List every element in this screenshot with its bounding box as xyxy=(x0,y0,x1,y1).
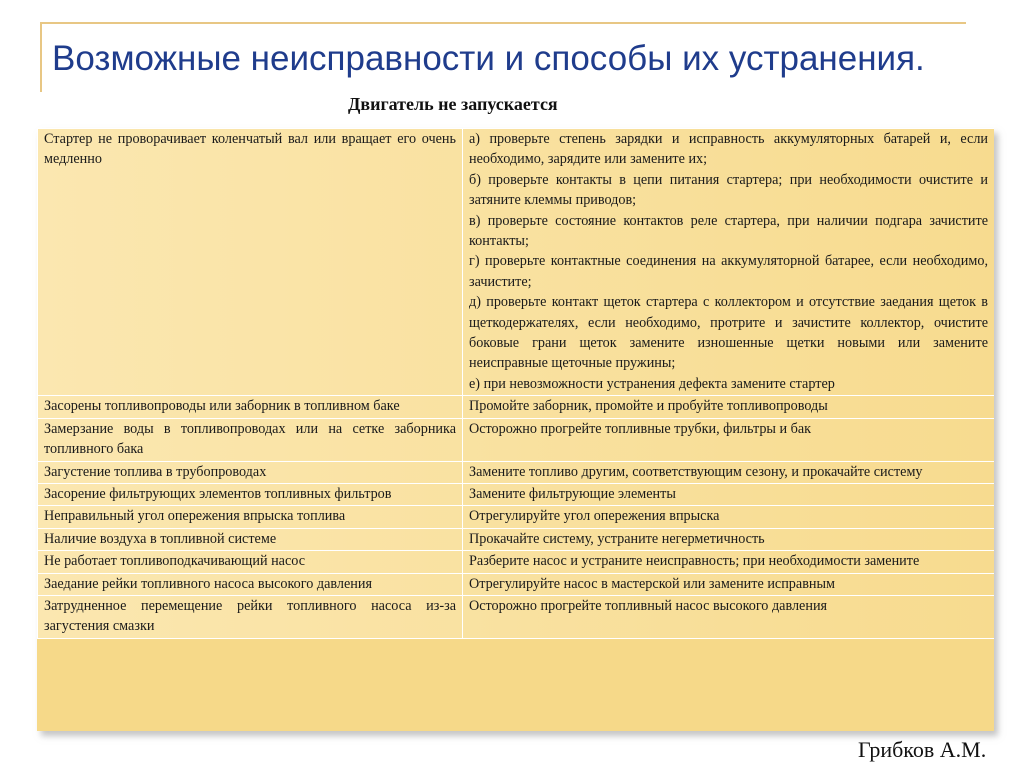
solution-line: в) проверьте состояние контактов реле стартера, при наличии подгара зачистите контакты; xyxy=(469,212,988,250)
table-row xyxy=(38,528,995,550)
section-subtitle: Двигатель не запускается xyxy=(348,94,558,114)
problem-cell: Неправильный угол опережения впрыска топлива xyxy=(38,506,463,528)
table-row xyxy=(38,483,995,505)
problem-cell: Засорены топливопроводы или заборник в топливном баке xyxy=(38,396,463,418)
solution-cell: Замените топливо другим, соответствующим сезону, и прокачайте систему xyxy=(463,461,995,483)
solution-line: д) проверьте контакт щеток стартера с коллектором и отсутствие заедания щеток в щеткодержателях, если необходимо, протрите и зачистите коллектор, очистите боковые грани щеток замените изношенные щетки новыми или замените неисправные щеточные пружины; xyxy=(469,294,988,372)
title-frame-left-rule xyxy=(40,22,42,92)
problem-cell: Заедание рейки топливного насоса высокого давления xyxy=(38,573,463,595)
problem-cell: Не работает топливоподкачивающий насос xyxy=(38,551,463,573)
page-title: Возможные неисправности и способы их устранения. xyxy=(52,39,925,78)
solution-cell: Замените фильтрующие элементы xyxy=(463,483,995,505)
table-row xyxy=(38,573,995,595)
faults-table xyxy=(37,128,994,639)
solution-cell: Промойте заборник, промойте и пробуйте топливопроводы xyxy=(463,396,995,418)
solution-cell: Отрегулируйте насос в мастерской или замените исправным xyxy=(463,573,995,595)
solution-cell xyxy=(463,129,995,396)
solution-line: г) проверьте контактные соединения на аккумуляторной батарее, если необходимо, зачистите; xyxy=(469,253,988,290)
solution-line: а) проверьте степень зарядки и исправность аккумуляторных батарей и, если необходимо, зарядите или замените их; xyxy=(469,131,988,168)
solution-line: е) при невозможности устранения дефекта замените стартер xyxy=(469,375,835,392)
table-row xyxy=(38,396,995,418)
faults-table-container xyxy=(37,128,994,731)
solution-cell: Осторожно прогрейте топливный насос высокого давления xyxy=(463,595,995,638)
solution-cell: Прокачайте систему, устраните негерметичность xyxy=(463,528,995,550)
table-row xyxy=(38,461,995,483)
problem-cell: Наличие воздуха в топливной системе xyxy=(38,528,463,550)
table-row xyxy=(38,418,995,461)
table-row xyxy=(38,595,995,638)
table-row xyxy=(38,551,995,573)
solution-cell: Отрегулируйте угол опережения впрыска xyxy=(463,506,995,528)
solution-cell: Разберите насос и устраните неисправность; при необходимости замените xyxy=(463,551,995,573)
table-row xyxy=(38,129,995,396)
problem-cell: Стартер не проворачивает коленчатый вал или вращает его очень медленно xyxy=(38,129,463,396)
problem-cell: Загустение топлива в трубопроводах xyxy=(38,461,463,483)
author-name: Грибков А.М. xyxy=(858,737,987,762)
problem-cell: Засорение фильтрующих элементов топливных фильтров xyxy=(38,483,463,505)
solution-cell: Осторожно прогрейте топливные трубки, фильтры и бак xyxy=(463,418,995,461)
problem-cell: Затрудненное перемещение рейки топливного насоса из-за загустения смазки xyxy=(38,595,463,638)
title-frame-top-rule xyxy=(40,22,966,24)
problem-cell: Замерзание воды в топливопроводах или на сетке заборника топливного бака xyxy=(38,418,463,461)
table-row xyxy=(38,506,995,528)
solution-line: б) проверьте контакты в цепи питания стартера; при необходимости очистите и затяните клеммы приводов; xyxy=(469,171,988,209)
